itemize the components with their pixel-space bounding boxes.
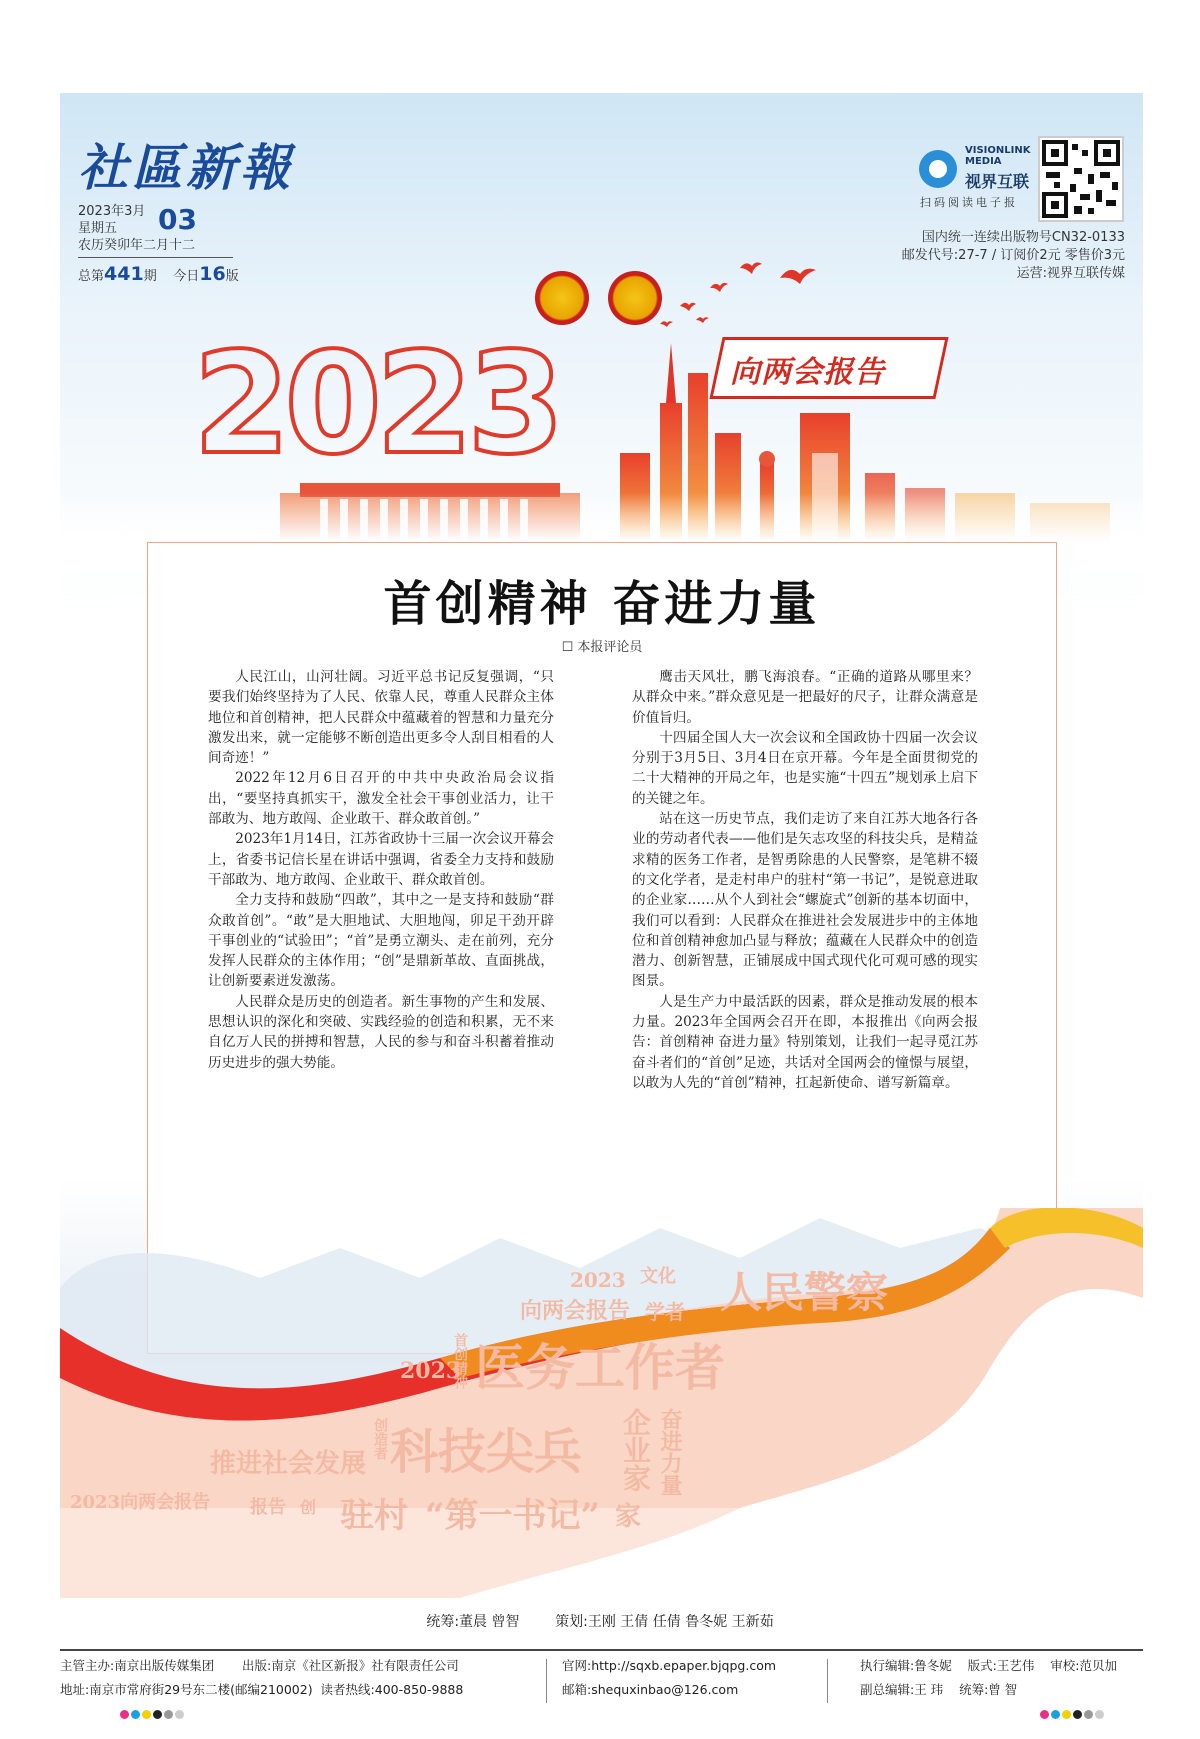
article-headline: 首创精神 奋进力量 (383, 576, 821, 632)
publication-info (902, 229, 1125, 283)
paragraph: 站在这一历史节点，我们走访了来自江苏大地各行各业的劳动者代表——他们是矢志攻坚的科技尖兵，是精益求精的医务工作者，是智勇除患的人民警察，是笔耕不辍的文化学者，是走村串户的驻村“第一书记”，是锐意进取的企业家……从个人到社会“螺旋式”创新的基本切面中，我们可以看到：人民群众在推进社会发展进步中的主体地位和首创精神愈加凸显与释放；蕴藏在人民群众中的创造潜力、创新智慧，正铺展成中国式现代化可观可感的现实图景。 (632, 811, 978, 990)
front-page (60, 93, 1143, 1600)
date-year-month: 2023年3月 (78, 204, 146, 219)
footer-middle (562, 1654, 776, 1702)
paragraph: 全力支持和鼓励“四敢”，其中之一是支持和鼓励“群众敢首创”。“敢”是大胆地试、大胆地闯，卯足干劲开辟干事创业的“试验田”；“首”是勇立潮头、走在前列，充分发挥人民群众的主体作用；“创”是鼎新革故、直面挑战，让创新要素迸发激荡。 (208, 892, 554, 990)
masthead-title: 社區新報 (78, 138, 294, 197)
footer-divider (60, 1649, 1143, 1651)
word-cloud-item: 奋进力量 (657, 1408, 683, 1496)
footer-email[interactable]: 邮箱:shequxinbao@126.com (562, 1682, 739, 1697)
qr-code-icon[interactable] (1038, 136, 1124, 222)
article-byline: ☐ 本报评论员 (561, 640, 643, 655)
footer-left (60, 1654, 463, 1702)
brand-en-line2: MEDIA (965, 156, 1002, 167)
registration-dots-icon (1040, 1710, 1104, 1719)
issue-total-number: 441 (104, 263, 144, 285)
article-column-right (632, 667, 978, 1093)
date-lunar: 农历癸卯年二月十二 (78, 238, 196, 253)
pages-suffix: 版 (225, 269, 239, 284)
issue-total-label: 总第 (78, 269, 105, 284)
paragraph: 人民江山，山河壮阔。习近平总书记反复强调，“只要我们始终坚持为了人民、依靠人民，尊重人民群众主体地位和首创精神，把人民群众中蕴藏着的智慧和力量充分激发出来，就一定能够不断创造出更多令人刮目相看的人间奇迹！” (208, 669, 554, 767)
brand-en (965, 145, 1030, 167)
banner-year: 2023 (193, 323, 559, 486)
price-info: 邮发代号:27-7 / 订阅价2元 零售价3元 (901, 248, 1125, 263)
word-cloud-item: 文化 (640, 1266, 676, 1287)
footer-separator (546, 1659, 547, 1703)
footer-proof: 审校:范贝加 (1050, 1658, 1117, 1673)
footer-right (860, 1654, 1117, 1702)
word-cloud-item: 推进社会发展 (210, 1449, 367, 1479)
word-cloud-item: 科技尖兵 (390, 1424, 583, 1480)
publication-number: 国内统一连续出版物号CN32-0133 (921, 230, 1125, 245)
footer-exec-editor: 执行编辑:鲁冬妮 (860, 1658, 952, 1673)
article-column-left (208, 667, 554, 1073)
paragraph: 人是生产力中最活跃的因素，群众是推动发展的根本力量。2023年全国两会召开在即，本报推出《向两会报告：首创精神 奋进力量》特别策划，让我们一起寻觅江苏奋斗者们的“首创”足迹，共话对全国两会的憧憬与展望，以敢为人先的“首创”精神，扛起新使命、谱写新篇章。 (632, 993, 978, 1091)
credits-coordinate: 统筹:董晨 曾智 (426, 1614, 520, 1630)
date-divider (78, 257, 233, 258)
paragraph: 鹰击天风壮，鹏飞海浪春。“正确的道路从哪里来？从群众中来。”群众意见是一把最好的尺子，让群众满意是价值旨归。 (632, 669, 978, 726)
issue-info (78, 263, 239, 285)
word-cloud-item: 学者 (645, 1300, 685, 1324)
word-cloud-item: 2023 (400, 1358, 462, 1384)
word-cloud-item: 2023向两会报告 (70, 1492, 211, 1513)
word-cloud-item: 驻村 (340, 1496, 408, 1536)
today-label: 今日 (173, 269, 200, 284)
flying-birds-icon (650, 258, 820, 338)
paragraph: 2022年12月6日召开的中共中央政治局会议指出，“要坚持真抓实干，激发全社会干事创业活力，让干部敢为、地方敢闯、企业敢干、群众敢首创。” (208, 770, 554, 828)
date-weekday: 星期五 (78, 221, 118, 236)
word-cloud-item: 首创精神 (452, 1333, 468, 1389)
word-cloud-item: 企业家 (619, 1408, 652, 1492)
footer-hotline: 读者热线:400-850-9888 (320, 1682, 464, 1697)
registration-dots-icon (120, 1710, 184, 1719)
word-cloud-item: 家 (615, 1502, 642, 1532)
banner-tag: 向两会报告 (730, 355, 885, 390)
credits (0, 1611, 1200, 1631)
word-cloud-item: 人民警察 (720, 1268, 889, 1317)
paragraph: 人民群众是历史的创造者。新生事物的产生和发展、思想认识的深化和突破、实践经验的创造和积累，无不来自亿万人民的拼搏和智慧，人民的参与和奋斗积蓄着推动历史进步的强大势能。 (208, 993, 554, 1071)
visionlink-logo-icon (919, 150, 957, 188)
footer-chief: 统筹:曾 智 (959, 1682, 1018, 1697)
issue-suffix: 期 (143, 269, 157, 284)
word-cloud-item: 创 (300, 1498, 317, 1517)
word-cloud-item: 2023 (570, 1268, 626, 1292)
footer-layout: 版式:王艺伟 (967, 1658, 1035, 1673)
page-count: 16 (199, 263, 226, 285)
credits-planning: 策划:王刚 王倩 任倩 鲁冬妮 王新茹 (555, 1614, 774, 1630)
date-day: 03 (158, 203, 197, 236)
paragraph: 2023年1月14日，江苏省政协十三届一次会议开幕会上，省委书记信长星在讲话中强调，省委全力支持和鼓励干部敢为、地方敢闯、企业敢干、群众敢首创。 (208, 831, 555, 888)
brand-cn: 视界互联 (965, 172, 1030, 191)
operator-info: 运营:视界互联传媒 (1016, 266, 1125, 281)
word-cloud-item: 向两会报告 (520, 1298, 631, 1324)
scan-text: 扫码阅读电子报 (920, 196, 1018, 209)
footer-deputy-editor: 副总编辑:王 玮 (860, 1682, 944, 1697)
word-cloud-item: 报告 (250, 1497, 286, 1518)
word-cloud-item: 创造者 (372, 1418, 388, 1460)
paragraph: 十四届全国人大一次会议和全国政协十四届一次会议分别于3月5日、3月4日在京开幕。今年是全面贯彻党的二十大精神的开局之年，也是实施“十四五”规划承上启下的关键之年。 (632, 729, 978, 807)
footer-sponsor: 主管主办:南京出版传媒集团 (60, 1658, 215, 1673)
footer-publisher: 出版:南京《社区新报》社有限责任公司 (242, 1658, 459, 1673)
brand-en-line1: VISIONLINK (965, 145, 1031, 156)
word-cloud-item: “第一书记” (425, 1496, 601, 1536)
footer-address: 地址:南京市常府街29号东二楼(邮编210002) (60, 1682, 313, 1697)
word-cloud-item: 医务工作者 (475, 1338, 725, 1397)
national-emblem-icon (535, 271, 589, 325)
footer-separator (827, 1659, 828, 1703)
footer-website[interactable]: 官网:http://sqxb.epaper.bjqpg.com (562, 1658, 777, 1673)
word-cloud (60, 1238, 1143, 1588)
